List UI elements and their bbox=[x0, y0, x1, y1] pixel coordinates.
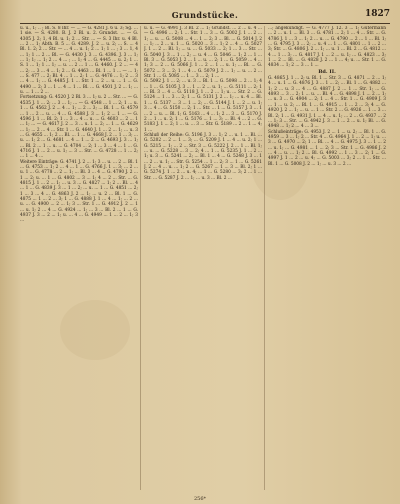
column-paragraph: u. u. — G. 4991 J. 3 Bl. 2 ... 1; Grundst. ... 2 ... u. 4 ... — G. 4996 ... 2; 1 ... Str. 1 ... 3 ... G. 5002 J. 1 ... 2 ... 1; ... u. ... G. 5008 ... 4 ... 1 ... 2; 3 ... Bl. ... G. 5014 J. 2 ... 1; ... 2 ... u. 1 ... G. 5020 ... 3 ... 1; 2 ... 4 ... G. 5027 J. 1 ... 2 ... Bl. 1; ... u. ... G. 5033 ... 2; 1 ... 3 ... Str. ... G. 5040 J. 3 ... 1 ... 2; ... u. 4 ... G. 5046 ... 1; 2 ... 1 ... Bl. 3 ... G. 5053 J. 2 ... 1 ... u. ... 2; 1 ... G. 5059 ... 4 ... 1; 3 ... 2 ... G. 5066 J. 1 ... 2 ... 1 ... u. 1; ... Bl. ... G. 5072 ... 3 ... 2; 1 ... 4 ... G. 5079 J. 2 ... 1; ... u. ... 2 ... Str. 1 ... G. 5085 ... 1 ... 3 ... 2; 1 ... bbox=[144, 26, 262, 80]
column-paragraph: G. 5092 J. 1 ... 2; ... u. 3 ... Bl. 1 ... G. 5098 ... 2 ... 1; 4 ... 1 ... G. 5105 J. 3 ... 1 ... 2 ... u. 1; ... G. 5111 ... 2; 1 ... Bl. 3 ... 4 ... G. 5118 J. 1 ... 2 ... 1; u. ... Str. 2 ... G. 5124 ... 1 ... 3 ... 2; 1 ... G. 5131 J. 2 ... 1; ... u. 4 ... Bl. 1 ... G. 5137 ... 3 ... 1 ... 2; ... G. 5144 J. 1 ... 2 ... u. 1; 3 ... 4 ... G. 5150 ... 2; 1 ... Str. ... 1 ... G. 5157 J. 3 ... 1 ... 2 ... u. ... Bl. 1; G. 5163 ... 4 ... 1; 2 ... 3 ... G. 5170 J. 2 ... 1 ... u. 2; 1 ... G. 5176 ... 1 ... 3; ... Bl. 4 ... 2 ... G. 5183 J. 1 ... 2; 1 ... u. ... 3 ... Str. G. 5189 ... 2 ... 1 ... 4; 1 ... bbox=[144, 79, 262, 133]
running-title: Grundstücke. bbox=[171, 10, 239, 20]
page-number: 1827 bbox=[364, 9, 390, 19]
header-rule bbox=[20, 23, 390, 24]
column-divider bbox=[264, 26, 265, 490]
text-column-3 bbox=[268, 26, 386, 490]
page-footer-signature: 256* bbox=[193, 496, 207, 502]
page-header bbox=[20, 10, 390, 22]
text-column-1 bbox=[20, 26, 138, 490]
section-heading: Bd. II. bbox=[318, 68, 336, 75]
column-paragraph: Weitere Einträge: G. 4741 J. 2 ... 1; 3 ... u. ... 2 ... Bl. 1 ... G. 4753 ... 1; 2 ... 4 ... 1 ... G. 4766 J. 1 ... 3; ... 2 ... u. 1 ... G. 4778 ... 2 ... 1; ... Bl. 3 ... 4 ... G. 4790 J. 2 ... 1 ... 2; u. ... 1 ... G. 4802 ... 3 ... 1; 4 ... 2 ... Str. ... G. 4815 J. 1 ... 2 ... 1; ... u. 3 ... G. 4827 ... 1; 2 ... Bl. ... 4 ... 1 ... G. 4839 J. 3 ... 1 ... 2; ... u. ... 1 ... G. 4851 ... 2; 1 ... 3 ... 4 ... G. 4863 J. 2 ... 1; ... u. 2 ... Bl. 1 ... G. 4875 ... 1 ... 2 ... 3; 1 ... G. 4888 J. 1 ... 4 ... 1; ... 2 ... u. ... G. 4900 ... 2 ... 1; 3 ... Str. 1 ... G. 4912 J. 2 ... 1 ... u. 1; 2 ... 4 ... G. 4924 ... 1; ... 3 ... Bl. 2 ... 1 ... G. 4937 J. 3 ... 2 ... 1; u. ... 4 ... G. 4949 ... 1 ... 2 ... 1; 3 ... bbox=[20, 159, 138, 224]
column-divider bbox=[140, 26, 141, 490]
column-paragraph: u. u., 1; .. ; Bl. S. 8 Ihr. — ... — G. 4281 J. 6 u. 3; Sg. ... 1 sie. — S. 4280. B. J. 2 Bl. u. 2. Grundst. ... — G. 4305 J. 2; 1, 4 Bl. u. 1; 2 ... Str. ... — S. 3 Ihr. u. 4 Bl. ... 2 ... 1; Abth. B. 5 ... G. 4289. J. 2 ... u. 2; ... S. ... 4 Bl. 1. 2; 2 ... Str. — ... 4 ... u. 1; 2 ... 1; 1 ... ; 3 ... 1, 4 ... 1; 1 ... 2 ... Bl. — G. 4430 J. 3 ... G. 4396. J. 3 ... 1; ... 1; 1; ... 1; 2 ... 4 ... ; ... 1; 4 ... G. 4445 ... u. 2; 1 ... S. 1 ... 1; 1 ... 1; ... u. ... 2 ... 1 ... G. 4460. J. 2 ... — 4 ... 2; ... 3 ... 4 ... 1; 2 ... G. 4463 ... Bl. 1 ... 1 ... — ... 1; ... S. 477 ... 2; Bl. 4 ... 1 ... 2; 1 ... G. 4476 ... 1; 2 ... 3 ... 4 ... 1; ... G. 4485 J. 1 ... Str. 1 ... 2 ... u. ... 1 ... G. 4490 ... 2; 3 ... 1 ... 4 ... 1 ... Bl. ... G. 4501 J. 2 ... 1; ... u. ... 1 ... 2 ... bbox=[20, 26, 138, 96]
column-paragraph: G. 4865 J. 1 ... 2; u. Bl. 1 ... Str. 3 ... G. 4871 ... 2 ... 1; 4 ... u. 1 ... G. 4876 J. 3 ... 1 ... 2; ... Bl. 1 ... G. 4882 ... 1; 2 ... u. 3 ... 4 ... G. 4887 J. 2 ... 1 ... Str. 1; ... G. 4893 ... 3 ... 2; 1 ... u. ... Bl. 4 ... G. 4898 J. 1 ... 2 ... 1; ... u. 3 ... G. 4904 ... 2; 1 ... 4 ... Str. 1 ... G. 4909 J. 3 ... 1 ... u. 2; ... Bl. 1 ... G. 4915 ... 1 ... 2 ... 3; 4 ... G. 4920 J. 2 ... 1; ... u. ... 1 ... Str. 2 ... G. 4926 ... 1 ... 3 ... Bl. 2; 1 ... G. 4931 J. 1 ... 4 ... u. 1; ... 2 ... G. 4937 ... 2 ... 1; 3 ... Str. ... G. 4942 J. 3 ... 1 ... 2 ... u. 1; Bl. ... G. 4948 ... 1; 2 ... 4 ... 3 ... bbox=[268, 76, 386, 130]
column-paragraph: Fortsetzung: G. 4520 J. 2 Bl. 3 ... 1; u. 2 ... Str. ... — G. 4535 J. 1 ... 2; ... 3 ... 1; ... — G. 4548 ... 1 ... 2; 1 ... u. 1 ... G. 4562 J. 2 ... 4 ... 1; ... 2 ... 3; ... Bl. 1 ... G. 4579 ... 1 ... 2 ... u. ... 4 ... G. 4588 J. 3 ... 1; 2 ... 1 ... — G. 4596 J. 1 ... Bl. 2; 1 ... 3 ... 4 ... u. ... G. 4603 ... 2 ... 1 ... 1; ... — G. 4617 J. 2 ... 3 ... u. 1 ... 2; ... 1 ... G. 4629 ... 1; ... 2 ... 4 ... Str. 1 ... G. 4640 J. 1 ... 2 ... 1; ... u. 3 ... G. 4655 ... 1; 2 ... Bl. ... 1 ... G. 4668 J. 2 ... 1 ... 3; ... u. ... 1; 2 ... G. 4681 ... 4 ... 1 ... 2 ... G. 4693 J. 3 ... 1; ... Bl. 2 ... 1 ... u. ... G. 4704 ... 2; 1 ... 3 ... 4 ... 1 ... G. 4716 J. 1 ... 2 ... u. 1; ... 3 ... Str. ... G. 4728 ... 1 ... 2; ... 1 ... 4 ... bbox=[20, 95, 138, 160]
column-paragraph: Schluß der Reihe: G. 5196 J. 3 ... 1; 2 ... u. 1 ... Bl. ... G. 5202 ... 2 ... 1 ... 3; ... G. 5209 J. 1 ... 4 ... u. 2; 1 ... G. 5215 ... 1; ... 2 ... Str. 3 ... G. 5222 J. 2 ... 1 ... Bl. 1; ... u. ... G. 5228 ... 3 ... 2; 4 ... 1 ... G. 5235 J. 1 ... 2 ... 1; u. 3 ... G. 5241 ... 2; ... Bl. 1 ... 4 ... G. 5248 J. 3 ... 1 ... 2 ... u. 1; ... Str. G. 5254 ... 1 ... 2; 3 ... 1 ... G. 5261 J. 2 ... 4 ... u. ... 1; 2 ... G. 5267 ... 1 ... 3 ... Bl. 2; 1 ... G. 5274 J. 1 ... 2 ... u. 4; ... 1 ... G. 5280 ... 3; 2 ... 1 ... Str. ... G. 5287 J. 2 ... 1; ... u. 3 ... Bl. 2 ... bbox=[144, 132, 262, 181]
column-paragraph: ...; angekündigt. — G. 4777 J. 12. 3 ... 1; Gütermann ... 2 ... u. 1 ... Bl. 3 ... G. 4781 ... 2; 1 ... 4 ... Str. ... G. 4786 J. 1 ... 3 ... 1; 2 ... u. ... G. 4790 ... 2 ... 1 ... Bl. 1; ... G. 4795 J. 3 ... 2; ... u. 4 ... 1 ... G. 4801 ... 1 ... 2 ... 3; Str. ... G. 4806 J. 2 ... 1; ... u. 1 ... Bl. 2 ... G. 4812 ... 4 ... 1 ... 3; ... G. 4817 J. 1 ... 2 ... u. 1; ... G. 4823 ... 3; 1 ... 2 ... Bl. ... G. 4828 J. 2 ... 1 ... 4; u. ... Str. 1 ... G. 4834 ... 1; 2 ... 3 ... 1 ... bbox=[268, 26, 386, 69]
text-column-2 bbox=[144, 26, 262, 490]
column-paragraph: Schlußeinträge: G. 4953 J. 2 ... 1 ... u. 2; ... Bl. 1 ... G. 4959 ... 3 ... 1; 2 ... Str. 4 ... G. 4964 J. 1 ... 2 ... 1; u. ... 3 ... G. 4970 ... 2; 1 ... Bl. ... 4 ... G. 4975 J. 3 ... 1 ... 2 ... u. 1; ... G. 4981 ... 1 ... 2; 3 ... Str. 1 ... G. 4986 J. 2 ... 4 ... u. ... 1; 2 ... Bl. G. 4992 ... 1 ... 3 ... 2; 1 ... G. 4997 J. 1 ... 2 ... u. 4; ... G. 5003 ... 3; 2 ... 1 ... Str. ... Bl. 1 ... G. 5008 J. 2 ... 1; ... u. 3 ... 2 ... bbox=[268, 129, 386, 167]
